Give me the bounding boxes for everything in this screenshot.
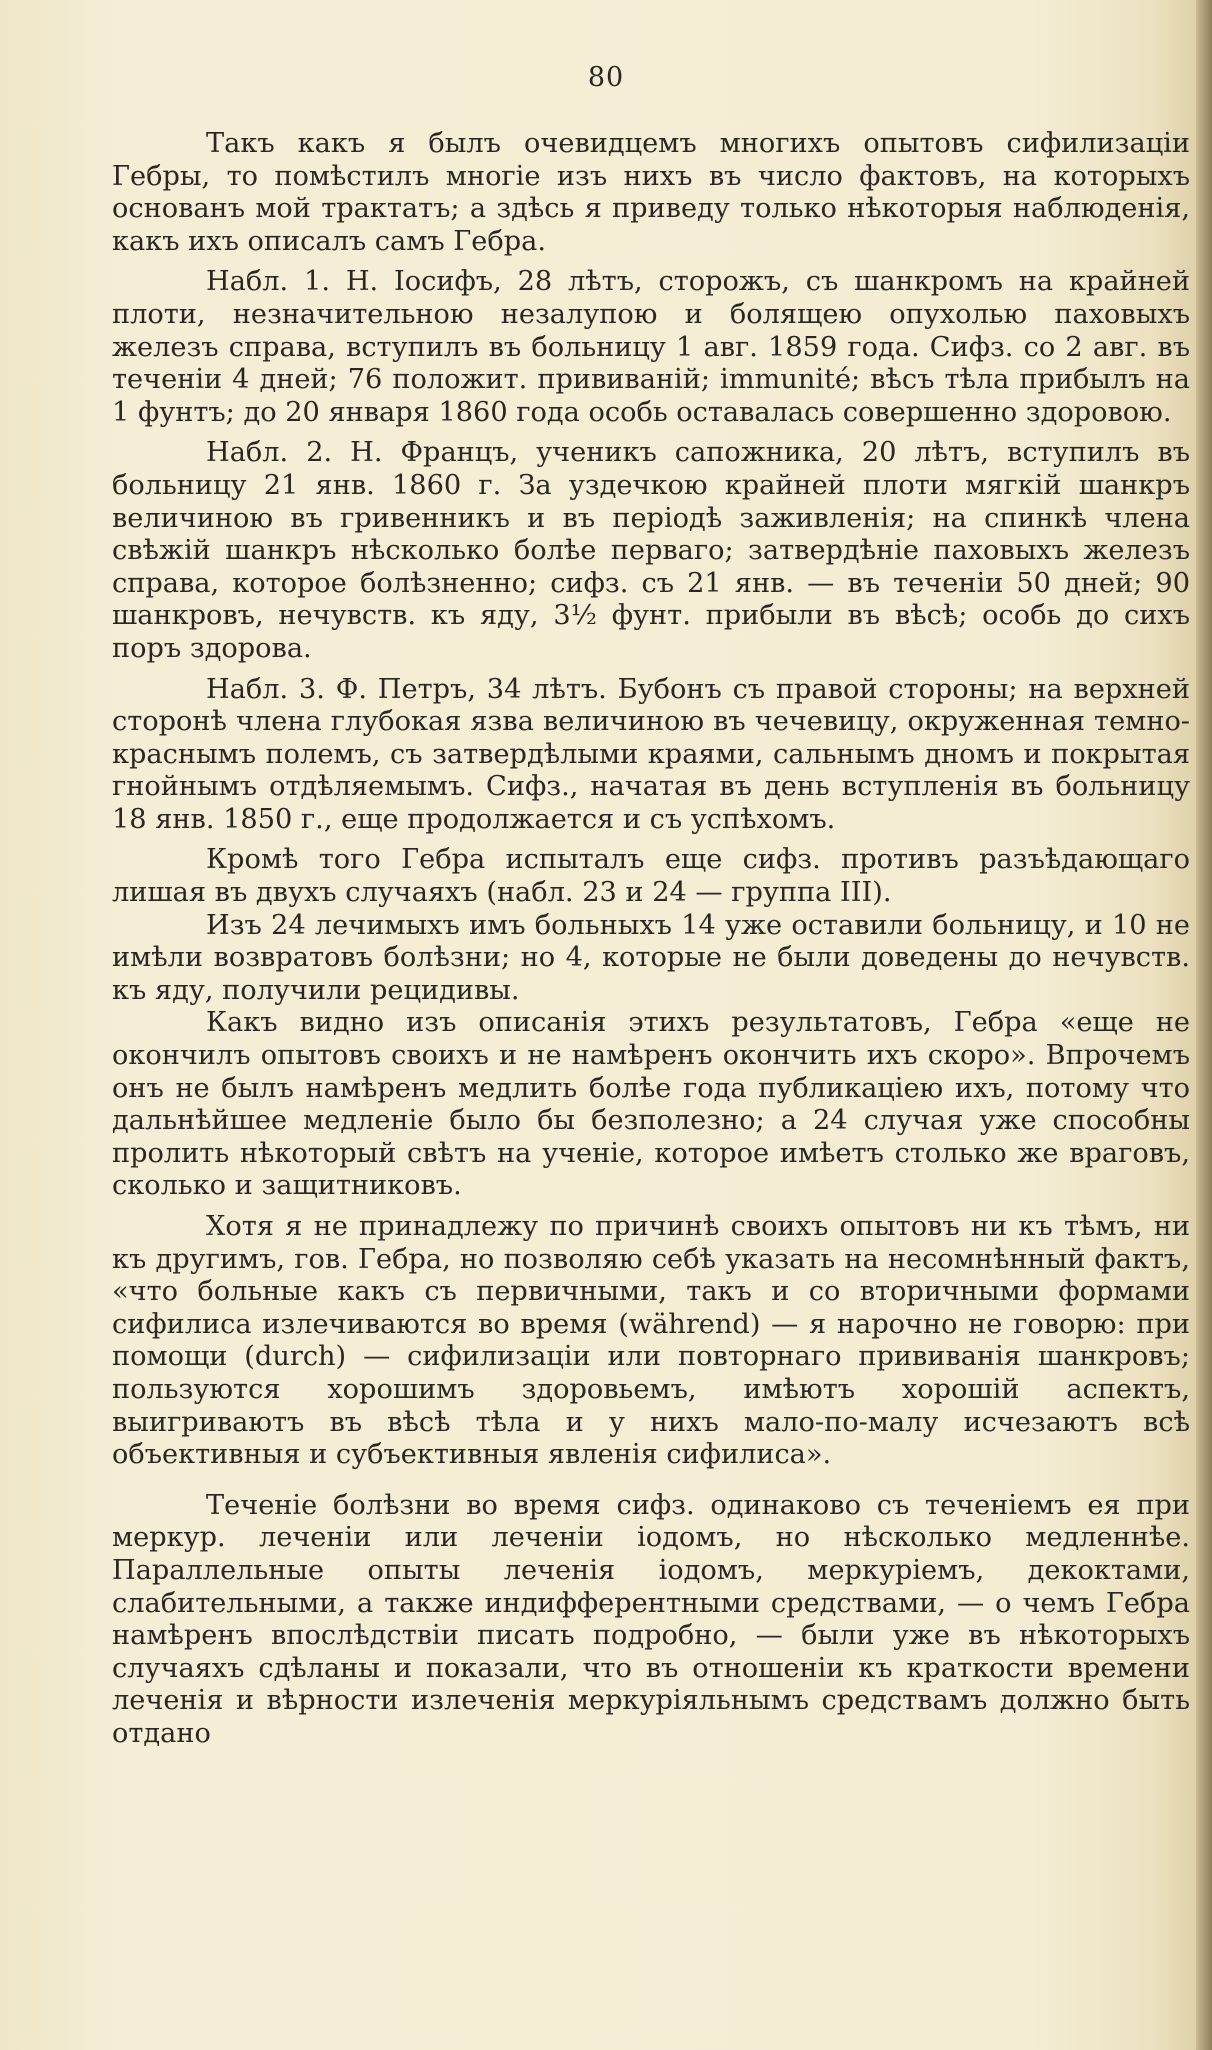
paragraph-observation-3: Набл. 3. Ф. Петръ, 34 лѣтъ. Бубонъ съ правой стороны; на верхней сторонѣ члена глубокая язва величиною въ чечевицу, окруженная темно-краснымъ полемъ, съ затвердѣлыми краями, сальнымъ дномъ и покрытая гнойнымъ отдѣляемымъ. Сифз., начатая въ день вступленія въ больницу 18 янв. 1850 г., еще продолжается и съ успѣхомъ. [112,673,1190,835]
paragraph-intro: Такъ какъ я былъ очевидцемъ многихъ опытовъ сифилизаціи Гебры, то помѣстилъ многіе изъ нихъ въ число фактовъ, на которыхъ основанъ мой трактатъ; а здѣсь я приведу только нѣкоторыя наблюденія, какъ ихъ описалъ самъ Гебра. [112,128,1190,257]
paragraph-course: Теченіе болѣзни во время сифз. одинаково съ теченіемъ ея при меркур. леченіи или леченіи іодомъ, но нѣсколько медленнѣе. Параллельные опыты леченія іодомъ, меркуріемъ, декоктами, слабительными, а также индифферентными средствами, — о чемъ Гебра намѣренъ впослѣдствіи писать подробно, — были уже въ нѣкоторыхъ случаяхъ сдѣланы и показали, что въ отношеніи къ краткости времени леченія и вѣрности излеченія меркуріяльнымъ средствамъ должно быть отдано [112,1489,1190,1749]
paragraph-lichen: Кромѣ того Гебра испыталъ еще сифз. противъ разъѣдающаго лишая въ двухъ случаяхъ (набл. 23 и 24 — группа III). [112,844,1190,909]
paragraph-conclusion: Какъ видно изъ описанія этихъ результатовъ, Гебра «еще не окончилъ опытовъ своихъ и не намѣренъ окончить ихъ скоро». Впрочемъ онъ не былъ намѣренъ медлить болѣе года публикаціею ихъ, потому что дальнѣйшее медленіе было бы безполезно; а 24 случая уже способны пролить нѣкоторый свѣтъ на ученіе, которое имѣетъ столько же враговъ, сколько и защитниковъ. [112,1007,1190,1202]
body-text [112,128,1190,1759]
book-spine-shadow [1196,0,1212,2050]
paragraph-results: Изъ 24 лечимыхъ имъ больныхъ 14 уже оставили больницу, и 10 не имѣли возвратовъ болѣзни; но 4, которые не были доведены до нечувств. къ яду, получили рецидивы. [112,909,1190,1006]
page-number: 80 [587,62,625,93]
paragraph-observation-2: Набл. 2. Н. Францъ, ученикъ сапожника, 20 лѣтъ, вступилъ въ больницу 21 янв. 1860 г. За уздечкою крайней плоти мягкій шанкръ величиною въ гривенникъ и въ періодѣ заживленія; на спинкѣ члена свѣжій шанкръ нѣсколько болѣе перваго; затвердѣніе паховыхъ железъ справа, которое болѣзненно; сифз. съ 21 янв. — въ теченіи 50 дней; 90 шанкровъ, нечувств. къ яду, 3½ фунт. прибыли въ вѣсѣ; особь до сихъ поръ здорова. [112,437,1190,664]
paragraph-observation-1: Набл. 1. Н. Іосифъ, 28 лѣтъ, сторожъ, съ шанкромъ на крайней плоти, незначительною незалупою и болящею опухолью паховыхъ железъ справа, вступилъ въ больницу 1 авг. 1859 года. Сифз. со 2 авг. въ теченіи 4 дней; 76 положит. прививаній; immunité; вѣсъ тѣла прибылъ на 1 фунтъ; до 20 января 1860 года особь оставалась совершенно здоровою. [112,266,1190,428]
paragraph-hebra-quote: Хотя я не принадлежу по причинѣ своихъ опытовъ ни къ тѣмъ, ни къ другимъ, гов. Гебра, но позволяю себѣ указать на несомнѣнный фактъ, «что больные какъ съ первичными, такъ и со вторичными формами сифилиса излечиваются во время (während) — я нарочно не говорю: при помощи (durch) — сифилизаціи или повторнаго прививанія шанкровъ; пользуются хорошимъ здоровьемъ, имѣютъ хорошій аспектъ, выигриваютъ въ вѣсѣ тѣла и у нихъ мало-по-малу исчезаютъ всѣ объективныя и субъективныя явленія сифилиса». [112,1211,1190,1471]
